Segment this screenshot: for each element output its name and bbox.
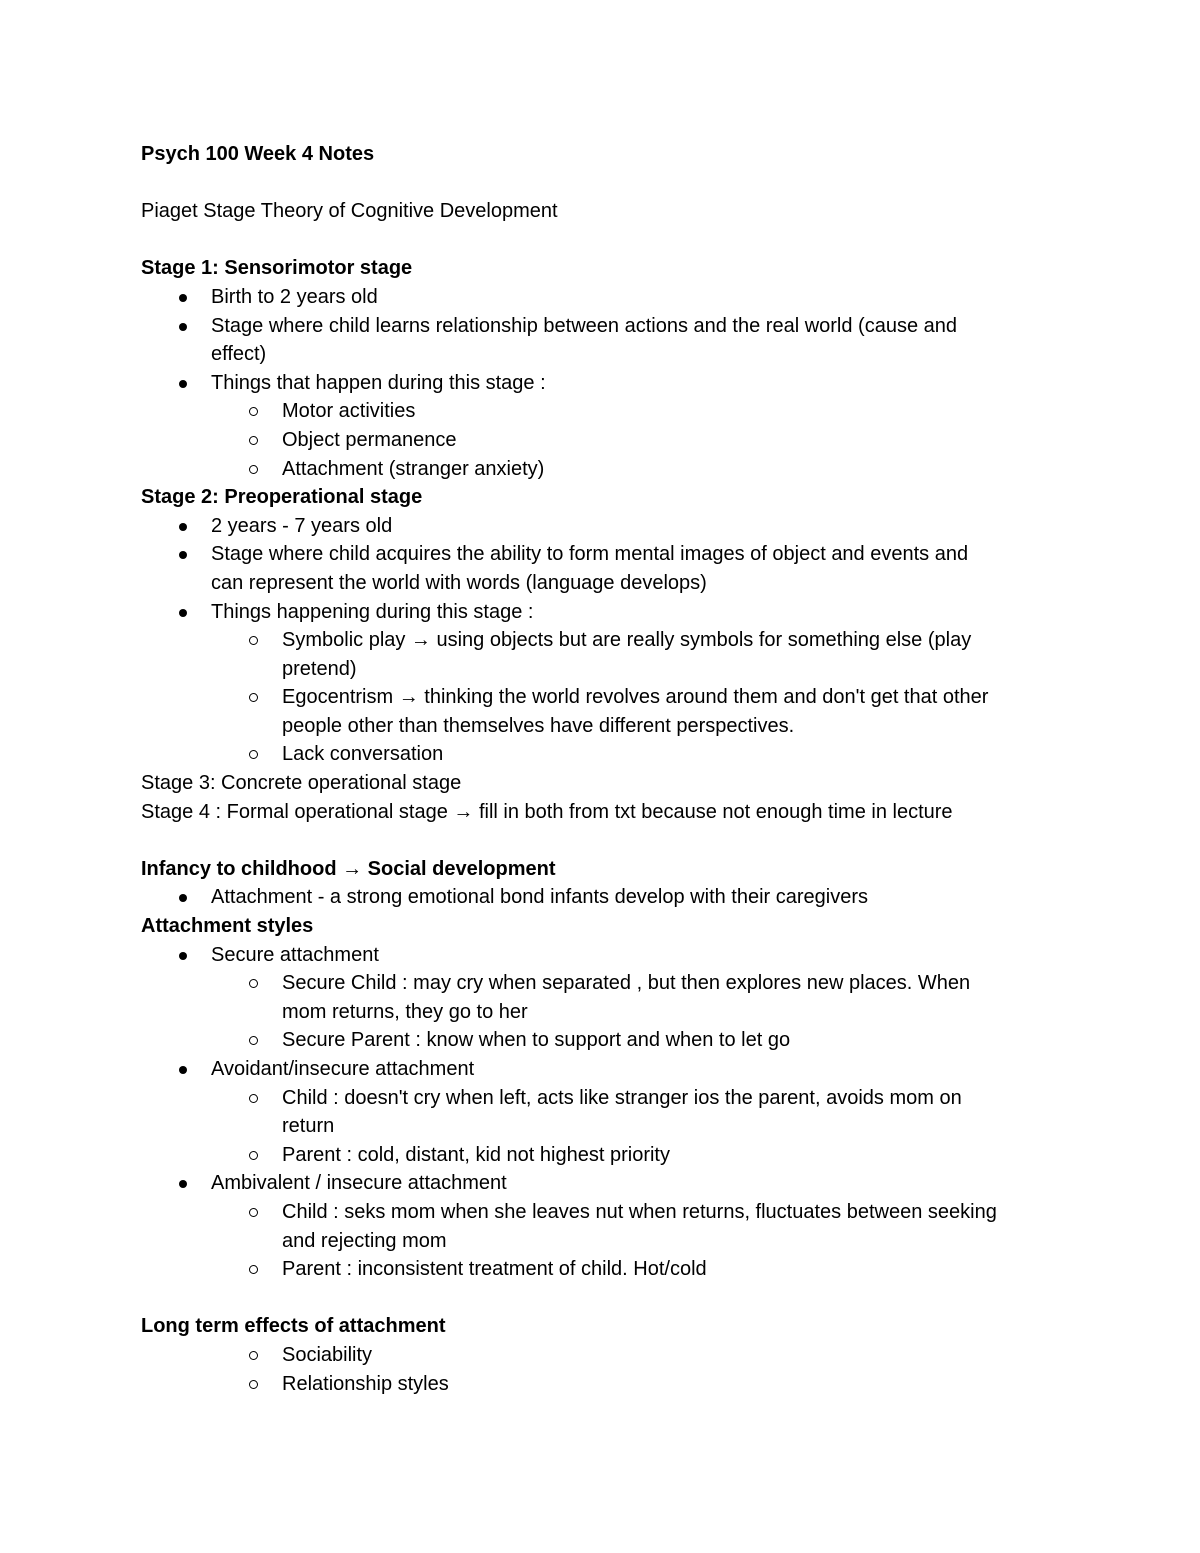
circle-bullet-icon <box>249 407 258 416</box>
circle-bullet-icon <box>249 1265 258 1274</box>
circle-bullet-icon <box>249 1380 258 1389</box>
list-item: Attachment - a strong emotional bond infants develop with their caregivers <box>141 883 1071 912</box>
sub-list-item: Secure Child : may cry when separated , but then explores new places. When mom returns, they go to her <box>141 969 1071 1026</box>
sub-list-item: Child : seks mom when she leaves nut when returns, fluctuates between seeking and rejecting mom <box>141 1198 1071 1255</box>
document-title: Psych 100 Week 4 Notes <box>141 143 375 165</box>
sub-list-item: Egocentrism → thinking the world revolves around them and don't get that other people other than themselves have different perspectives. <box>141 683 1071 740</box>
circle-bullet-icon <box>249 750 258 759</box>
list-item: Secure attachment <box>141 941 1071 970</box>
social-heading: Infancy to childhood → Social development <box>141 857 556 880</box>
bullet-icon <box>179 294 187 302</box>
circle-bullet-icon <box>249 636 258 645</box>
list-item: Stage where child learns relationship between actions and the real world (cause and effect) <box>141 312 1071 369</box>
stage3-line: Stage 3: Concrete operational stage <box>141 772 462 795</box>
list-item: Avoidant/insecure attachment <box>141 1055 1071 1084</box>
sub-list-item: Parent : cold, distant, kid not highest priority <box>141 1141 1071 1170</box>
list-item: Things that happen during this stage : <box>141 369 1071 398</box>
bullet-icon <box>179 323 187 331</box>
bullet-icon <box>179 894 187 902</box>
stage2-heading: Stage 2: Preoperational stage <box>141 486 423 509</box>
list-item: Stage where child acquires the ability to form mental images of object and events and can represent the world with words (language develops) <box>141 540 1071 597</box>
bullet-icon <box>179 551 187 559</box>
sub-list-item: Object permanence <box>141 426 1071 455</box>
list-item: Ambivalent / insecure attachment <box>141 1169 1071 1198</box>
circle-bullet-icon <box>249 1094 258 1103</box>
list-item: Things happening during this stage : <box>141 598 1071 627</box>
list-item: 2 years - 7 years old <box>141 512 1071 541</box>
stage1-heading: Stage 1: Sensorimotor stage <box>141 257 413 280</box>
circle-bullet-icon <box>249 1351 258 1360</box>
sub-list-item: Parent : inconsistent treatment of child. Hot/cold <box>141 1255 1071 1284</box>
sub-list-item: Motor activities <box>141 397 1071 426</box>
circle-bullet-icon <box>249 436 258 445</box>
attachment-styles-heading: Attachment styles <box>141 915 314 938</box>
stage4-line: Stage 4 : Formal operational stage → fill in both from txt because not enough time in lecture <box>141 800 953 823</box>
sub-list-item: Relationship styles <box>141 1370 1071 1399</box>
sub-list-item: Attachment (stranger anxiety) <box>141 455 1071 484</box>
list-item: Birth to 2 years old <box>141 283 1071 312</box>
sub-list-item: Sociability <box>141 1341 1071 1370</box>
sub-list-item: Child : doesn't cry when left, acts like stranger ios the parent, avoids mom on return <box>141 1084 1071 1141</box>
circle-bullet-icon <box>249 465 258 474</box>
bullet-icon <box>179 609 187 617</box>
document-body <box>141 140 1071 1398</box>
bullet-icon <box>179 1180 187 1188</box>
circle-bullet-icon <box>249 1208 258 1217</box>
circle-bullet-icon <box>249 1151 258 1160</box>
document-subtitle: Piaget Stage Theory of Cognitive Development <box>141 200 558 223</box>
bullet-icon <box>179 380 187 388</box>
bullet-icon <box>179 523 187 531</box>
sub-list-item: Secure Parent : know when to support and when to let go <box>141 1026 1071 1055</box>
sub-list-item: Lack conversation <box>141 740 1071 769</box>
circle-bullet-icon <box>249 979 258 988</box>
longterm-heading: Long term effects of attachment <box>141 1315 446 1338</box>
circle-bullet-icon <box>249 693 258 702</box>
bullet-icon <box>179 1066 187 1074</box>
bullet-icon <box>179 952 187 960</box>
sub-list-item: Symbolic play → using objects but are really symbols for something else (play pretend) <box>141 626 1071 683</box>
circle-bullet-icon <box>249 1036 258 1045</box>
